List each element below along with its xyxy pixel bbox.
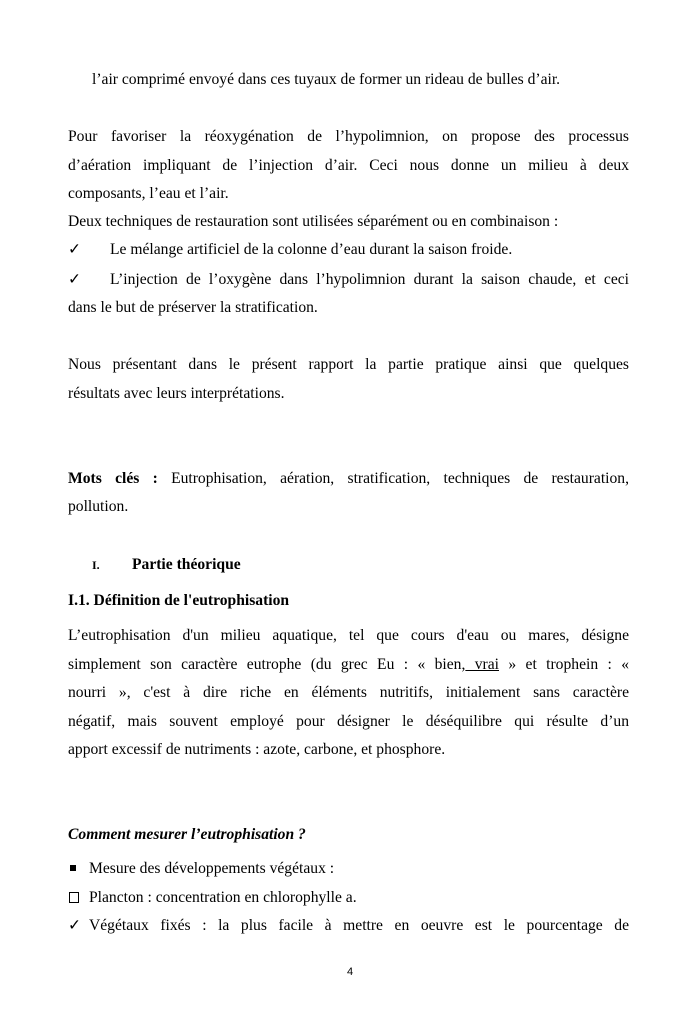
paragraph-line: apport excessif de nutriments : azote, carbone, et phosphore. [68, 741, 446, 758]
paragraph-line: Nous présentant dans le présent rapport la partie pratique ainsi que quelques [68, 356, 629, 373]
measure-title: Comment mesurer l’eutrophisation ? [68, 826, 306, 843]
list-item-text: Le mélange artificiel de la colonne d’eau durant la saison froide. [110, 241, 513, 258]
checkmark-icon: ✓ [68, 271, 82, 288]
paragraph-line: Deux techniques de restauration sont utilisées séparément ou en combinaison : [68, 213, 559, 230]
list-item-text: Mesure des développements végétaux : [89, 860, 335, 877]
paragraph-line: dans le but de préserver la stratification. [68, 299, 318, 316]
measure-heading [68, 825, 629, 845]
paragraph-line: l’air comprimé envoyé dans ces tuyaux de former un rideau de bulles d’air. [92, 71, 561, 88]
paragraph-line: pollution. [68, 498, 129, 515]
list-item-text: Végétaux fixés : la plus facile à mettre en oeuvre est le pourcentage de [89, 917, 629, 934]
keywords-line [68, 469, 629, 489]
box-bullet-icon [69, 888, 89, 908]
checkmark-icon: ✓ [68, 917, 82, 934]
section-number: I. [92, 558, 100, 572]
list-item-text: Plancton : concentration en chlorophylle a. [89, 889, 357, 906]
paragraph-line: nourri », c'est à dire riche en éléments nutritifs, initialement sans caractère [68, 684, 629, 701]
keywords-label: Mots clés : [68, 470, 158, 487]
paragraph-line: négatif, mais souvent employé pour désigner le déséquilibre qui résulte d’un [68, 713, 629, 730]
subsection-title: I.1. Définition de l'eutrophisation [68, 592, 290, 609]
subsection-heading [68, 591, 629, 611]
paragraph-line: L’eutrophisation d'un milieu aquatique, tel que cours d'eau ou mares, désigne [68, 627, 629, 644]
keywords-text: Eutrophisation, aération, stratification, techniques de restauration, [157, 470, 629, 487]
paragraph-line: simplement son caractère eutrophe (du grec Eu : « bien, vrai » et trophein : « [68, 656, 629, 673]
page-number: 4 [346, 966, 354, 978]
paragraph-line: Pour favoriser la réoxygénation de l’hypolimnion, on propose des processus [68, 128, 629, 145]
paragraph-line: d’aération impliquant de l’injection d’air. Ceci nous donne un milieu à deux [68, 157, 629, 174]
checkmark-icon: ✓ [68, 241, 82, 258]
paragraph-line: composants, l’eau et l’air. [68, 185, 229, 202]
square-bullet-icon [70, 859, 90, 879]
underlined-word: vrai [465, 656, 499, 673]
list-item-text: L’injection de l’oxygène dans l’hypolimnion durant la saison chaude, et ceci [110, 271, 629, 288]
section-title: Partie théorique [132, 556, 241, 573]
paragraph-line: résultats avec leurs interprétations. [68, 385, 285, 402]
